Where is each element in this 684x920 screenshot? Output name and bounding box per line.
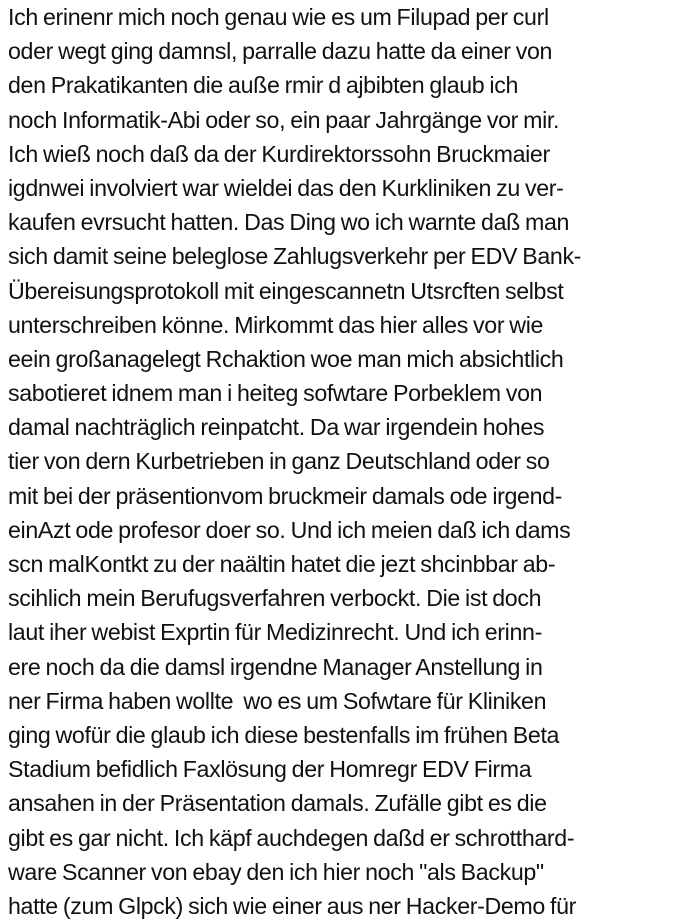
text-line: sabotieret idnem man i heiteg sofwtare Porbeklem von: [8, 380, 543, 407]
text-line: einAzt ode profesor doer so. Und ich meien daß ich dams: [8, 516, 571, 543]
text-line: tier von dern Kurbetrieben in ganz Deutschland oder so: [8, 448, 550, 475]
text-line: hatte (zum Glpck) sich wie einer aus ner Hacker-Demo für: [8, 892, 577, 919]
text-line: ansahen in der Präsentation damals. Zufälle gibt es die: [8, 790, 547, 817]
text-line: eein großanagelegt Rchaktion woe man mich absichtlich: [8, 345, 564, 372]
text-line: sich damit seine beleglose Zahlugsverkehr per EDV Bank-: [8, 243, 582, 270]
text-line: scihlich mein Berufugsverfahren verbockt. Die ist doch: [8, 585, 542, 612]
text-line: ging wofür die glaub ich diese bestenfalls im frühen Beta: [8, 721, 560, 748]
text-line: igdnwei involviert war wieldei das den Kurkliniken zu ver-: [8, 174, 564, 201]
text-line: mit bei der präsentionvom bruckmeir damals ode irgend-: [8, 482, 563, 509]
text-line: Ich wieß noch daß da der Kurdirektorssohn Bruckmaier: [8, 140, 550, 167]
text-line: Übereisungsprotokoll mit eingescannetn Utsrcften selbst: [8, 277, 564, 304]
text-line: den Prakatikanten die auße rmir d ajbibten glaub ich: [8, 72, 519, 99]
text-line: laut iher webist Exprtin für Medizinrecht. Und ich erinn-: [8, 619, 542, 646]
text-line: scn malKontkt zu der naältin hatet die jezt shcinbbar ab-: [8, 551, 556, 577]
text-line: Stadium befidlich Faxlösung der Homregr EDV Firma: [8, 756, 532, 783]
text-line: oder wegt ging damnsl, parralle dazu hatte da einer von: [8, 38, 553, 65]
text-line: damal nachträglich reinpatcht. Da war irgendein hohes: [8, 414, 545, 441]
body-text: [8, 0, 684, 920]
text-line: Ich erinenr mich noch genau wie es um Filupad per curl: [8, 4, 549, 30]
text-line: gibt es gar nicht. Ich käpf auchdegen daßd er schrotthard-: [8, 824, 575, 851]
text-line: noch Informatik-Abi oder so, ein paar Jahrgänge vor mir.: [8, 106, 560, 133]
text-line: unterschreiben könne. Mirkommt das hier alles vor wie: [8, 311, 544, 338]
text-line: ware Scanner von ebay den ich hier noch "als Backup": [8, 858, 544, 885]
text-line: kaufen evrsucht hatten. Das Ding wo ich warnte daß man: [8, 209, 570, 236]
text-line: ner Firma haben wollte wo es um Sofwtare für Kliniken: [8, 687, 547, 714]
text-line: ere noch da die damsl irgendne Manager Anstellung in: [8, 653, 543, 680]
